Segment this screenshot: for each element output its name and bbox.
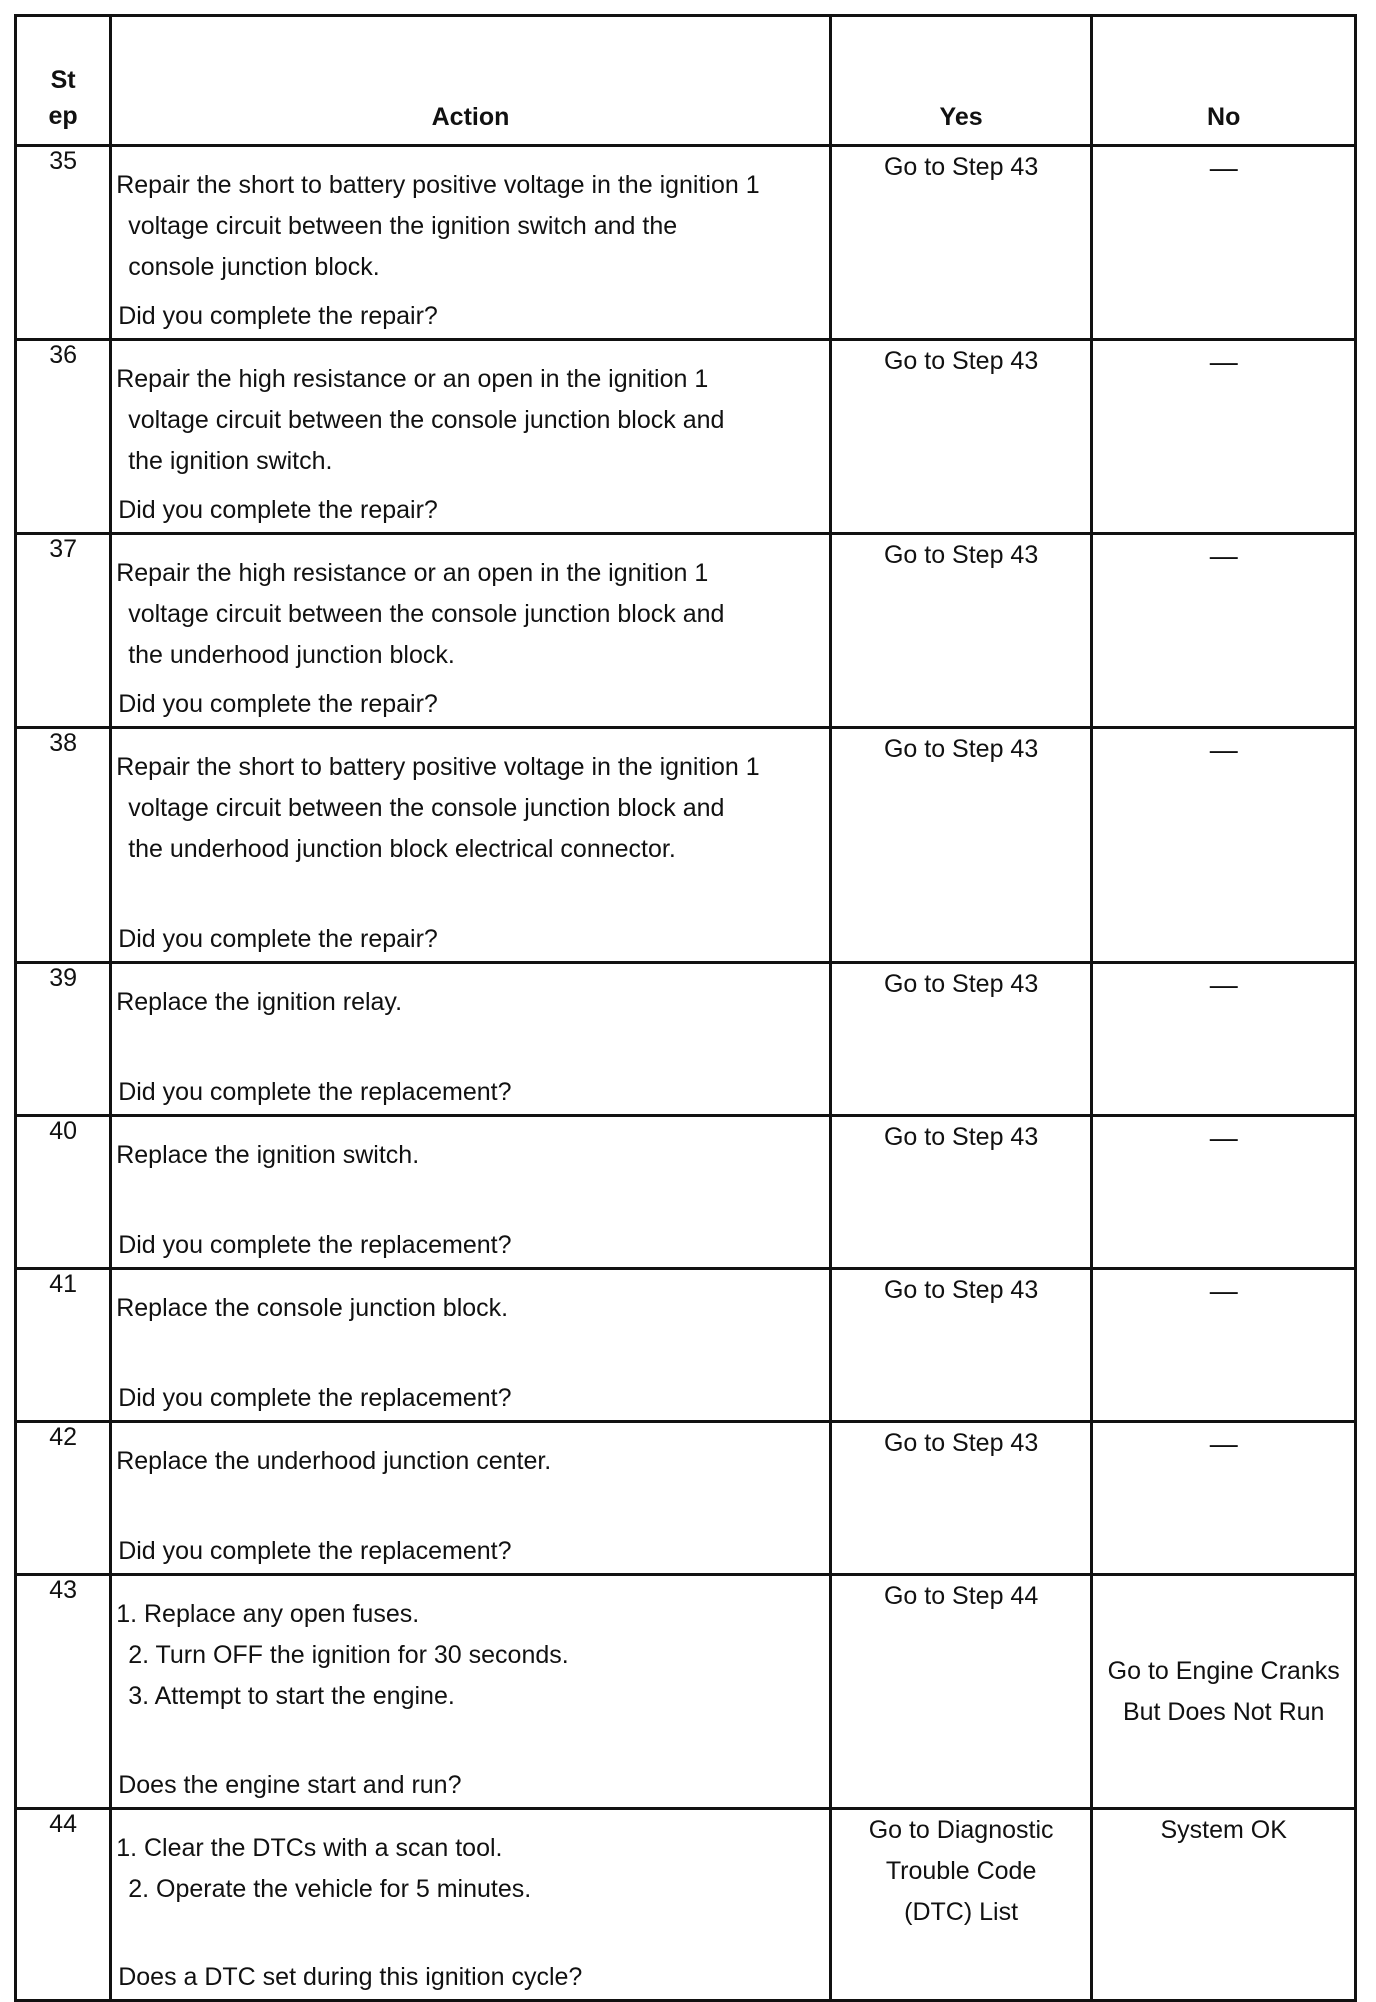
no-result: [1092, 728, 1356, 963]
no-result: [1092, 963, 1356, 1116]
action-line: 2. Turn OFF the ignition for 30 seconds.: [128, 1641, 569, 1669]
action-question: Does a DTC set during this ignition cycle?: [118, 1963, 583, 1991]
header-action: Action: [111, 16, 831, 146]
header-yes: Yes: [830, 16, 1092, 146]
table-row: [16, 1116, 1356, 1269]
no-result-line: Go to Engine Cranks: [1107, 1656, 1340, 1685]
yes-result-line: (DTC) List: [904, 1898, 1019, 1926]
yes-result: Go to Step 43: [830, 1422, 1092, 1575]
table-row: [16, 1269, 1356, 1422]
action-line: console junction block.: [128, 253, 380, 281]
action-line: voltage circuit between the ignition switch and the: [128, 212, 678, 240]
header-step: [16, 16, 111, 146]
header-step-line1: St: [50, 66, 76, 94]
action-line: voltage circuit between the console junction block and: [128, 406, 725, 434]
dash: —: [1209, 734, 1238, 765]
action-question: Did you complete the replacement?: [118, 1384, 512, 1412]
step-number: 42: [16, 1422, 111, 1575]
action-question: Did you complete the replacement?: [118, 1537, 512, 1565]
action-line: Repair the high resistance or an open in the ignition 1: [116, 559, 709, 587]
action-question: Did you complete the repair?: [118, 925, 438, 953]
dash: —: [1209, 1428, 1238, 1459]
dash: —: [1209, 346, 1238, 377]
action-cell: [111, 146, 831, 340]
dash: —: [1209, 1122, 1238, 1153]
no-result: System OK: [1092, 1809, 1356, 2001]
no-result: [1092, 534, 1356, 728]
no-result: [1092, 146, 1356, 340]
step-number: 38: [16, 728, 111, 963]
action-line: voltage circuit between the console junction block and: [128, 794, 725, 822]
action-cell: [111, 1809, 831, 2001]
action-question: Did you complete the repair?: [118, 690, 438, 718]
action-line: the underhood junction block.: [128, 641, 455, 669]
step-number: 40: [16, 1116, 111, 1269]
step-number: 37: [16, 534, 111, 728]
action-line: the ignition switch.: [128, 447, 333, 475]
header-no: No: [1092, 16, 1356, 146]
action-line: voltage circuit between the console junction block and: [128, 600, 725, 628]
action-line: Replace the console junction block.: [116, 1294, 509, 1322]
action-cell: [111, 534, 831, 728]
action-line: 1. Replace any open fuses.: [116, 1600, 420, 1628]
dash: —: [1209, 969, 1238, 1000]
action-question: Did you complete the replacement?: [118, 1078, 512, 1106]
action-line: Repair the short to battery positive voltage in the ignition 1: [116, 171, 760, 199]
action-cell: [111, 1575, 831, 1809]
step-number: 43: [16, 1575, 111, 1809]
step-number: 35: [16, 146, 111, 340]
action-line: Replace the ignition relay.: [116, 988, 403, 1016]
step-number: 39: [16, 963, 111, 1116]
no-result: [1092, 1575, 1356, 1809]
yes-result: Go to Step 43: [830, 340, 1092, 534]
action-line: Replace the ignition switch.: [116, 1141, 420, 1169]
yes-result: Go to Step 43: [830, 1116, 1092, 1269]
no-result: [1092, 1422, 1356, 1575]
action-cell: [111, 340, 831, 534]
yes-result: Go to Step 43: [830, 1269, 1092, 1422]
table-row: [16, 728, 1356, 963]
action-cell: [111, 728, 831, 963]
diagnostic-steps-table: [14, 14, 1357, 2002]
table-row: [16, 534, 1356, 728]
yes-result-line: Go to Diagnostic: [868, 1816, 1054, 1844]
action-line: the underhood junction block electrical connector.: [128, 835, 676, 863]
action-line: Repair the short to battery positive voltage in the ignition 1: [116, 753, 760, 781]
step-number: 36: [16, 340, 111, 534]
yes-result: Go to Step 44: [830, 1575, 1092, 1809]
yes-result: [830, 1809, 1092, 2001]
no-result: [1092, 1116, 1356, 1269]
action-cell: [111, 963, 831, 1116]
table-row: [16, 1575, 1356, 1809]
header-step-line2: ep: [48, 102, 78, 130]
no-result-line: But Does Not Run: [1122, 1697, 1325, 1726]
table-row: [16, 146, 1356, 340]
action-line: Repair the high resistance or an open in the ignition 1: [116, 365, 709, 393]
action-line: 2. Operate the vehicle for 5 minutes.: [128, 1875, 532, 1903]
action-cell: [111, 1422, 831, 1575]
action-line: Replace the underhood junction center.: [116, 1447, 552, 1475]
table-row: [16, 340, 1356, 534]
dash: —: [1209, 540, 1238, 571]
action-line: 1. Clear the DTCs with a scan tool.: [116, 1834, 503, 1862]
action-line: 3. Attempt to start the engine.: [128, 1682, 455, 1710]
no-result: [1092, 340, 1356, 534]
action-question: Did you complete the repair?: [118, 496, 438, 524]
step-number: 44: [16, 1809, 111, 2001]
action-cell: [111, 1269, 831, 1422]
dash: —: [1209, 1275, 1238, 1306]
header-row: [16, 16, 1356, 146]
action-cell: [111, 1116, 831, 1269]
no-result: [1092, 1269, 1356, 1422]
action-question: Did you complete the replacement?: [118, 1231, 512, 1259]
action-question: Did you complete the repair?: [118, 302, 438, 330]
table-row: [16, 1422, 1356, 1575]
step-number: 41: [16, 1269, 111, 1422]
table-row: [16, 1809, 1356, 2001]
dash: —: [1209, 152, 1238, 183]
yes-result: Go to Step 43: [830, 963, 1092, 1116]
yes-result-line: Trouble Code: [885, 1857, 1037, 1885]
table-row: [16, 963, 1356, 1116]
yes-result: Go to Step 43: [830, 146, 1092, 340]
yes-result: Go to Step 43: [830, 728, 1092, 963]
action-question: Does the engine start and run?: [118, 1771, 462, 1799]
yes-result: Go to Step 43: [830, 534, 1092, 728]
